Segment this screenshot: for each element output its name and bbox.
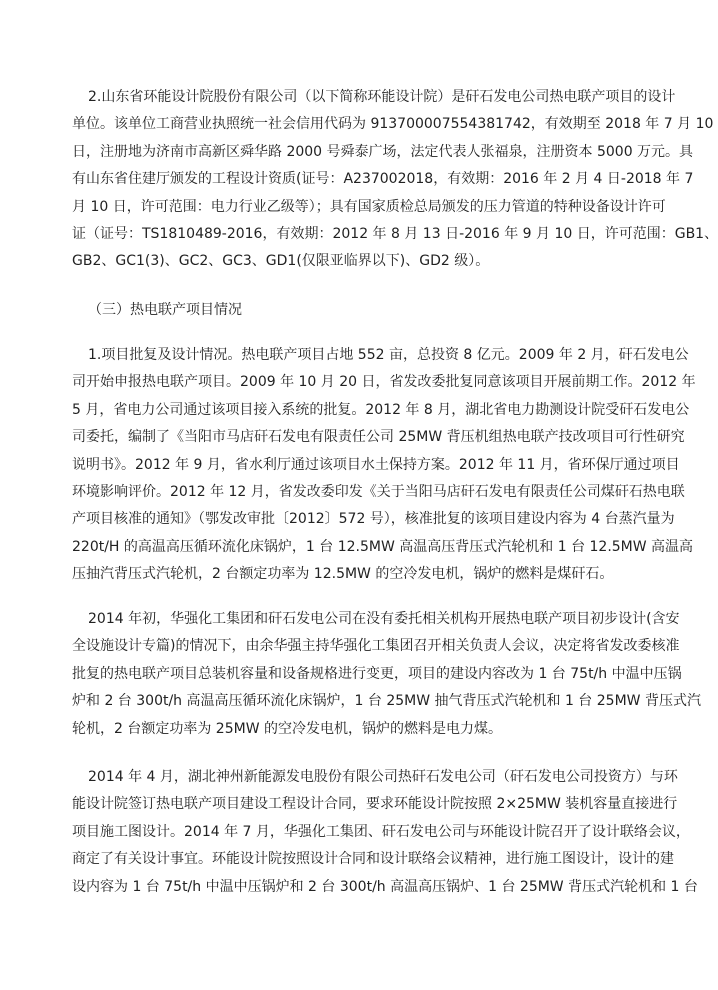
text-line: 产项目核准的通知》（鄂发改审批〔2012〕572 号），核准批复的该项目建设内容为 4 台蒸汽量为 xyxy=(72,511,675,528)
text-line: 压抽汽背压式汽轮机，2 台额定功率为 12.5MW 的空冷发电机，锅炉的燃料是煤矸石。 xyxy=(72,566,614,583)
text-line: 批复的热电联产项目总装机容量和设备规格进行变更，项目的建设内容改为 1 台 75t/h 中温中压锅 xyxy=(72,665,682,682)
text-line: 全设施设计专篇)的情况下，由余华强主持华强化工集团召开相关负责人会议，决定将省发改委核准 xyxy=(72,638,680,655)
text-line: （三）热电联产项目情况 xyxy=(88,302,242,318)
text-line: 220t/H 的高温高压循环流化床锅炉，1 台 12.5MW 高温高压背压式汽轮机和 1 台 12.5MW 高温高 xyxy=(72,538,694,555)
text-line: 1.项目批复及设计情况。热电联产项目占地 552 亩，总投资 8 亿元。2009 年 2 月，矸石发电公 xyxy=(88,347,689,363)
text-line: GB2、GC1(3)、GC2、GC3、GD1(仅限亚临界以下)、GD2 级）。 xyxy=(72,253,490,270)
text-line: 环境影响评价。2012 年 12 月，省发改委印发《关于当阳马店矸石发电有限责任公司煤矸石热电联 xyxy=(72,483,685,500)
text-line: 单位。该单位工商营业执照统一社会信用代码为 913700007554381742，有效期至 2018 年 7 月 10 xyxy=(72,116,714,133)
paragraph-design-contract xyxy=(72,764,698,901)
text-line: 设内容为 1 台 75t/h 中温中压锅炉和 2 台 300t/h 高温高压锅炉、1 台 25MW 背压式汽轮机和 1 台 xyxy=(72,878,698,895)
text-line: 2.山东省环能设计院股份有限公司（以下简称环能设计院）是矸石发电公司热电联产项目的设计 xyxy=(88,89,676,105)
section-heading xyxy=(88,297,646,324)
paragraph-design-institute xyxy=(72,84,718,276)
text-line: 项目施工图设计。2014 年 7 月，华强化工集团、矸石发电公司与环能设计院召开了设计联络会议， xyxy=(72,823,690,840)
text-line: 司委托，编制了《当阳市马店矸石发电有限责任公司 25MW 背压机组热电联产技改项目可行性研究 xyxy=(72,429,685,446)
text-line: 能设计院签订热电联产项目建设工程设计合同，要求环能设计院按照 2×25MW 装机容量直接进行 xyxy=(72,796,678,813)
text-line: 2014 年初，华强化工集团和矸石发电公司在没有委托相关机构开展热电联产项目初步设计(含安 xyxy=(88,611,680,627)
text-line: 月 10 日，许可范围：电力行业乙级等）；具有国家质检总局颁发的压力管道的特种设备设计许可 xyxy=(72,198,666,215)
paragraph-design-change xyxy=(72,606,701,743)
text-line: 2014 年 4 月，湖北神州新能源发电股份有限公司热矸石发电公司（矸石发电公司投资方）与环 xyxy=(88,769,678,785)
text-line: 日，注册地为济南市高新区舜华路 2000 号舜泰广场，法定代表人张福泉，注册资本 5000 万元。具 xyxy=(72,143,694,160)
text-line: 轮机，2 台额定功率为 25MW 的空冷发电机，锅炉的燃料是电力煤。 xyxy=(72,720,502,737)
text-line: 商定了有关设计事宜。环能设计院按照设计合同和设计联络会议精神，进行施工图设计，设计的建 xyxy=(72,851,674,868)
text-line: 有山东省住建厅颁发的工程设计资质(证号：A237002018，有效期：2016 年 2 月 4 日-2018 年 7 xyxy=(72,171,694,188)
text-line: 司开始申报热电联产项目。2009 年 10 月 20 日，省发改委批复同意该项目开展前期工作。2012 年 xyxy=(72,374,696,391)
paragraph-project-approval xyxy=(72,342,696,589)
text-line: 证（证号：TS1810489-2016，有效期：2012 年 8 月 13 日-2016 年 9 月 10 日，许可范围：GB1、 xyxy=(72,225,718,242)
text-line: 炉和 2 台 300t/h 高温高压循环流化床锅炉，1 台 25MW 抽气背压式汽轮机和 1 台 25MW 背压式汽 xyxy=(72,693,701,710)
text-line: 5 月，省电力公司通过该项目接入系统的批复。2012 年 8 月，湖北省电力勘测设计院受矸石发电公 xyxy=(72,401,690,418)
text-line: 说明书》。2012 年 9 月，省水利厅通过该项目水土保持方案。2012 年 11 月，省环保厅通过项目 xyxy=(72,456,680,473)
